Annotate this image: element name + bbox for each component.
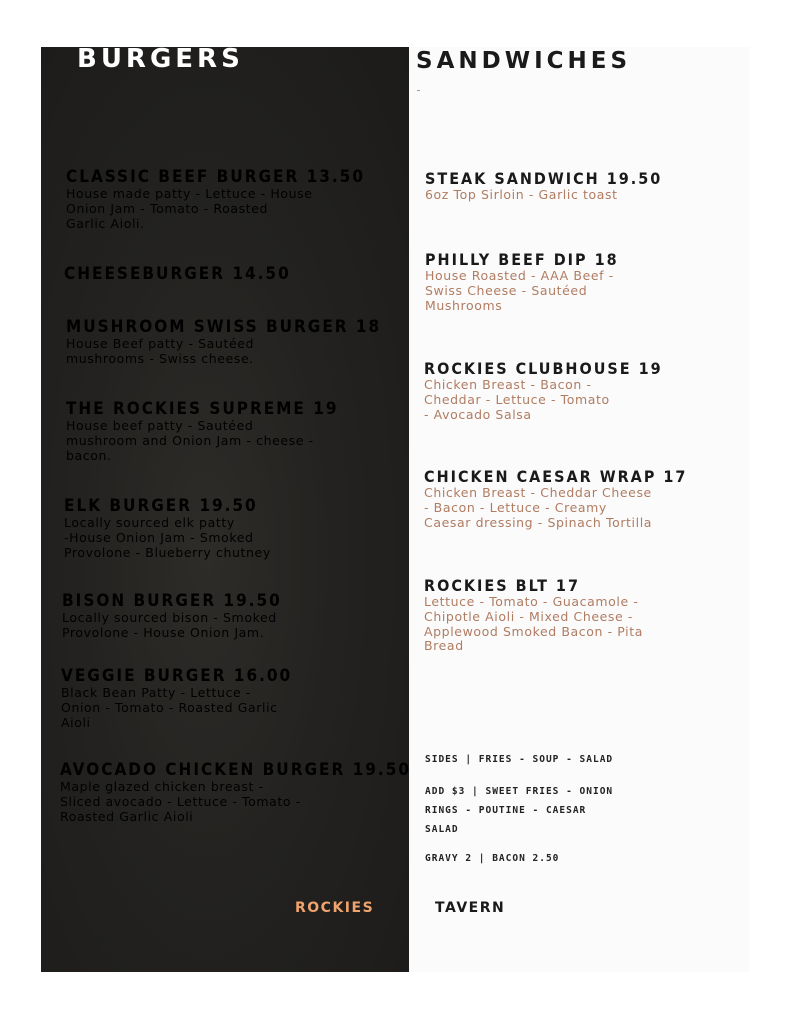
item-description: Locally sourced elk patty -House Onion Jam - Smoked Provolone - Blueberry chutney <box>64 515 271 560</box>
item-description: Lettuce - Tomato - Guacamole - Chipotle Aioli - Mixed Cheese - Applewood Smoked Bacon - Pita Bread <box>424 594 643 654</box>
add-ons-line-3: SALAD <box>425 824 459 835</box>
menu-item-philly-beef-dip <box>425 250 619 313</box>
menu-item-rockies-clubhouse <box>424 359 663 422</box>
item-description: Maple glazed chicken breast - Sliced avocado - Lettuce - Tomato - Roasted Garlic Aioli <box>60 779 301 824</box>
item-name: CHEESEBURGER 14.50 <box>64 264 291 284</box>
item-description: Black Bean Patty - Lettuce - Onion - Tomato - Roasted Garlic Aioli <box>61 685 278 730</box>
menu-item-avocado-chicken-burger <box>60 761 411 824</box>
item-name: CLASSIC BEEF BURGER 13.50 <box>66 167 365 187</box>
divider-mark <box>417 90 420 91</box>
menu-item-mushroom-swiss-burger <box>66 318 381 367</box>
menu-item-rockies-blt <box>424 576 643 654</box>
item-name: AVOCADO CHICKEN BURGER 19.50 <box>60 760 411 780</box>
item-name: MUSHROOM SWISS BURGER 18 <box>66 317 382 337</box>
item-name: STEAK SANDWICH 19.50 <box>425 169 663 188</box>
burgers-heading: BURGERS <box>77 44 244 74</box>
item-name: ROCKIES BLT 17 <box>424 576 580 595</box>
menu-item-veggie-burger <box>61 667 292 730</box>
item-description: House Roasted - AAA Beef - Swiss Cheese - Sautéed Mushrooms <box>425 268 614 313</box>
item-name: THE ROCKIES SUPREME 19 <box>66 399 339 419</box>
item-description: Chicken Breast - Bacon - Cheddar - Lettuce - Tomato - Avocado Salsa <box>424 377 610 422</box>
item-description: House beef patty - Sautéed mushroom and Onion Jam - cheese - bacon. <box>66 418 314 463</box>
menu-item-elk-burger <box>64 497 271 560</box>
item-description: 6oz Top Sirloin - Garlic toast <box>425 187 618 202</box>
item-name: PHILLY BEEF DIP 18 <box>425 250 619 269</box>
add-ons-line-2: RINGS - POUTINE - CAESAR <box>425 805 587 816</box>
item-name: ROCKIES CLUBHOUSE 19 <box>424 359 663 378</box>
footer-brand-rockies: ROCKIES <box>295 900 375 916</box>
item-name: VEGGIE BURGER 16.00 <box>61 666 293 686</box>
item-name: BISON BURGER 19.50 <box>62 591 282 611</box>
item-description: Chicken Breast - Cheddar Cheese - Bacon - Lettuce - Creamy Caesar dressing - Spinach Tortilla <box>424 485 653 530</box>
footer-brand-tavern: TAVERN <box>435 900 506 916</box>
item-name: CHICKEN CAESAR WRAP 17 <box>424 467 688 486</box>
menu-item-cheeseburger <box>64 265 291 284</box>
menu-item-bison-burger <box>62 592 282 641</box>
gravy-bacon-line: GRAVY 2 | BACON 2.50 <box>425 853 560 864</box>
add-ons-line-1: ADD $3 | SWEET FRIES - ONION <box>425 786 614 797</box>
sandwiches-heading: SANDWICHES <box>416 48 632 74</box>
item-name: ELK BURGER 19.50 <box>64 496 258 516</box>
sides-line: SIDES | FRIES - SOUP - SALAD <box>425 754 614 765</box>
item-description: Locally sourced bison - Smoked Provolone - House Onion Jam. <box>62 610 277 640</box>
item-description: House made patty - Lettuce - House Onion Jam - Tomato - Roasted Garlic Aioli. <box>66 186 313 231</box>
menu-item-classic-beef-burger <box>66 168 365 231</box>
menu-item-chicken-caesar-wrap <box>424 467 687 530</box>
menu-item-steak-sandwich <box>425 169 662 203</box>
item-description: House Beef patty - Sautéed mushrooms - Swiss cheese. <box>66 336 255 366</box>
menu-item-rockies-supreme <box>66 400 338 463</box>
